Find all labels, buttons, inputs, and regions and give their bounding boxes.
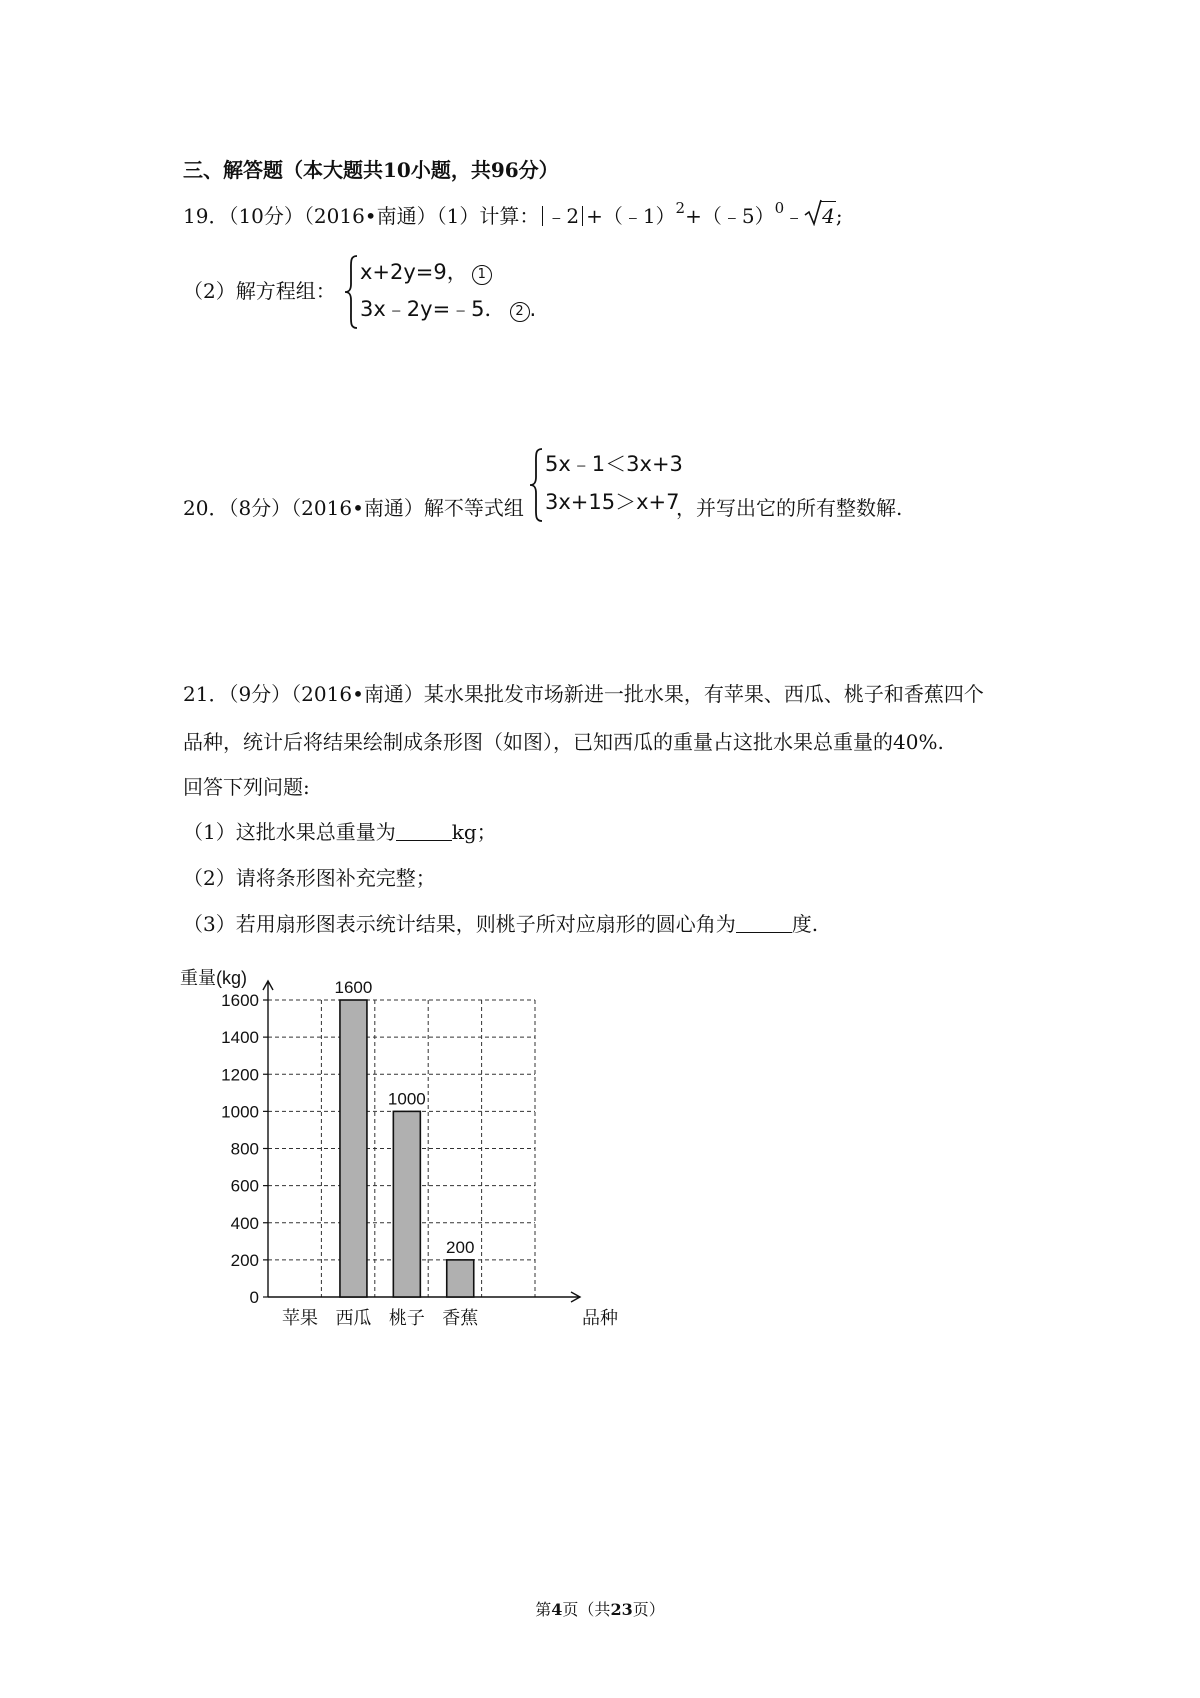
section-heading: 三、解答题（本大题共10小题，共96分） bbox=[183, 158, 559, 182]
q21-line-1: 21．（9分）（2016•南通）某水果批发市场新进一批水果，有苹果、西瓜、桃子和香蕉四个 bbox=[183, 682, 984, 706]
q19-exponent-2: 2 bbox=[675, 199, 686, 217]
page-footer bbox=[0, 1597, 1200, 1620]
sub1-pre: （1）这批水果总重量为 bbox=[183, 820, 396, 844]
q19-term2: +（﹣1） bbox=[586, 204, 676, 228]
data-label: 1000 bbox=[387, 1089, 426, 1109]
x-tick-label: 香蕉 bbox=[442, 1308, 479, 1328]
q19-exponent-0: 0 bbox=[774, 199, 785, 217]
y-tick-label: 600 bbox=[230, 1176, 259, 1196]
equation-1 bbox=[360, 256, 492, 286]
q21-sub-1 bbox=[183, 818, 497, 846]
q21-sub-3 bbox=[183, 910, 818, 938]
sqrt-sign bbox=[804, 201, 836, 230]
eq1-text: x+2y=9， bbox=[360, 260, 468, 284]
abs-bar-left bbox=[542, 206, 543, 226]
y-tick-label: 800 bbox=[230, 1139, 259, 1159]
circled-1: 1 bbox=[472, 265, 492, 285]
equation-2 bbox=[360, 293, 536, 323]
data-label: 1600 bbox=[334, 978, 373, 997]
q19-term3: +（﹣5） bbox=[685, 204, 775, 228]
bar bbox=[393, 1111, 420, 1297]
circled-2: 2 bbox=[510, 302, 530, 322]
answer-blank-2 bbox=[736, 912, 792, 933]
sub3-post: 度. bbox=[791, 912, 819, 936]
q21-line-3: 回答下列问题: bbox=[183, 775, 310, 799]
y-tick-label: 0 bbox=[249, 1288, 259, 1307]
q20-suffix: ，并写出它的所有整数解. bbox=[676, 496, 903, 520]
bar bbox=[447, 1260, 474, 1297]
data-label: 200 bbox=[446, 1237, 475, 1257]
answer-blank-1 bbox=[396, 820, 452, 841]
q19-part2-label: （2）解方程组： bbox=[183, 279, 336, 303]
y-tick-label: 1000 bbox=[221, 1102, 259, 1122]
y-tick-label: 1200 bbox=[221, 1065, 259, 1085]
x-axis-label: 品种 bbox=[582, 1308, 618, 1328]
question-19 bbox=[183, 201, 843, 232]
system-brace-2 bbox=[528, 447, 544, 523]
q19-abs-content: ﹣2 bbox=[546, 204, 580, 228]
sqrt-radicand: 4 bbox=[821, 201, 836, 230]
sub3-pre: （3）若用扇形图表示统计结果，则桃子所对应扇形的圆心角为 bbox=[183, 912, 736, 936]
bar bbox=[340, 1000, 367, 1297]
footer-page-number: 4 bbox=[551, 1600, 563, 1619]
q19-end: ; bbox=[835, 204, 843, 228]
x-tick-label: 桃子 bbox=[388, 1308, 425, 1328]
bar-chart bbox=[180, 960, 620, 1330]
q20-prefix: 20．（8分）（2016•南通）解不等式组 bbox=[183, 496, 524, 520]
y-tick-label: 1600 bbox=[221, 991, 259, 1010]
q21-sub-2: （2）请将条形图补充完整； bbox=[183, 866, 436, 890]
footer-pre: 第 bbox=[535, 1600, 552, 1619]
system-brace-1 bbox=[343, 254, 359, 330]
x-tick-label: 西瓜 bbox=[335, 1308, 372, 1328]
q21-line-2: 品种，统计后将结果绘制成条形图（如图），已知西瓜的重量占这批水果总重量的40%. bbox=[183, 730, 944, 754]
inequality-1: 5x﹣1＜3x+3 bbox=[545, 452, 683, 476]
eq2-text: 3x﹣2y=﹣5． bbox=[360, 297, 506, 321]
q19-term4: ﹣ bbox=[784, 204, 805, 228]
footer-post: 页） bbox=[632, 1600, 665, 1619]
sub1-post: kg； bbox=[451, 820, 497, 844]
y-tick-label: 400 bbox=[230, 1213, 259, 1233]
footer-total-pages: 23 bbox=[610, 1600, 633, 1619]
eq-end-dot: . bbox=[529, 297, 537, 321]
footer-mid: 页（共 bbox=[562, 1600, 611, 1619]
abs-bar-right bbox=[582, 206, 583, 226]
q19-prefix: 19．（10分）（2016•南通）（1）计算： bbox=[183, 204, 540, 228]
x-tick-label: 苹果 bbox=[282, 1308, 319, 1328]
y-axis-label: 重量(kg) bbox=[180, 968, 247, 988]
y-tick-label: 1400 bbox=[221, 1028, 259, 1048]
y-tick-label: 200 bbox=[230, 1250, 259, 1270]
inequality-2: 3x+15＞x+7 bbox=[545, 490, 680, 514]
